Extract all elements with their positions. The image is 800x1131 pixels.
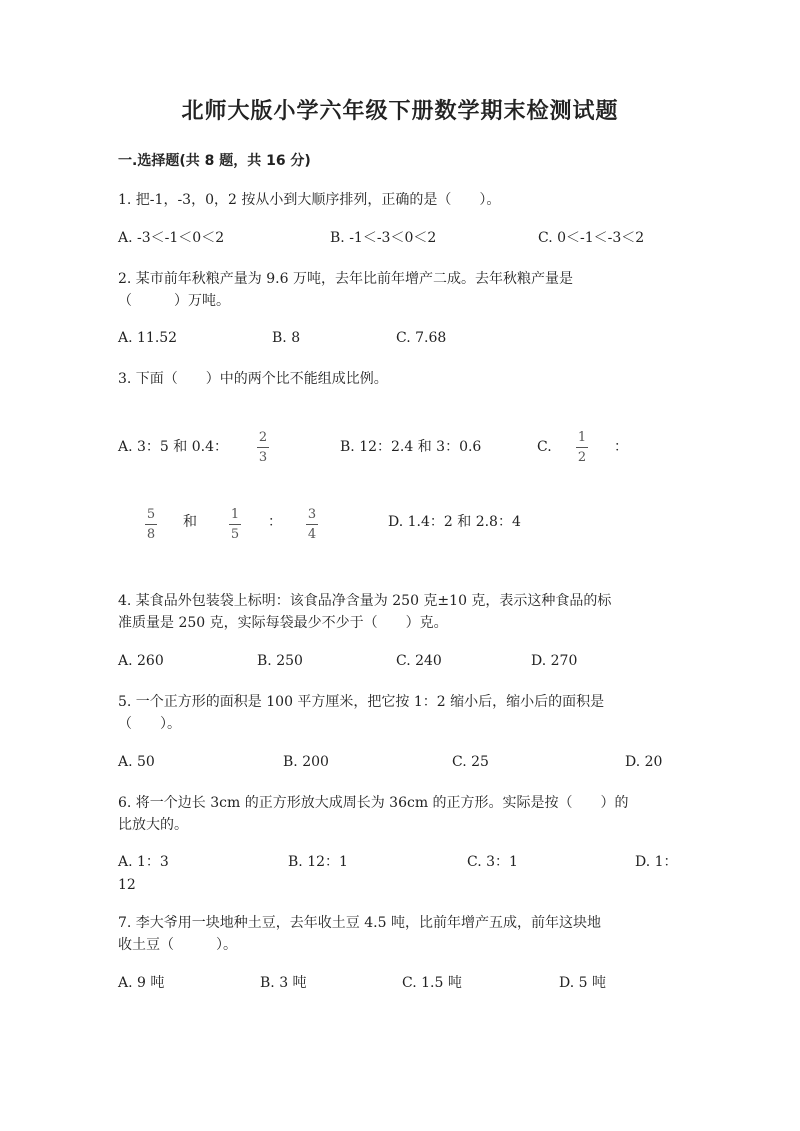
- fraction-numerator: 5: [146, 507, 156, 522]
- fraction-bar: [229, 524, 241, 525]
- fraction-3-4: [305, 507, 319, 542]
- fraction-denominator: 4: [307, 527, 317, 542]
- question-2-stem-line-2: （ ）万吨。: [118, 293, 230, 309]
- fraction-numerator: 2: [258, 430, 268, 445]
- question-1-stem: 1. 把-1，-3，0，2 按从小到大顺序排列，正确的是（ ）。: [118, 192, 501, 208]
- fraction-bar: [306, 524, 318, 525]
- question-7-option-c: C. 1.5 吨: [402, 975, 462, 991]
- question-2-option-c: C. 7.68: [396, 330, 447, 346]
- fraction-5-8: [144, 507, 158, 542]
- question-1-option-b: B. -1＜-3＜0＜2: [330, 230, 437, 246]
- question-7-option-b: B. 3 吨: [260, 975, 307, 991]
- question-4-option-b: B. 250: [257, 653, 303, 669]
- fraction-bar: [576, 447, 588, 448]
- question-7-option-d: D. 5 吨: [559, 975, 606, 991]
- question-6-option-b: B. 12：1: [288, 854, 348, 870]
- question-5-option-c: C. 25: [452, 754, 489, 770]
- question-6-option-a: A. 1：3: [118, 854, 169, 870]
- ratio-colon: ：: [614, 439, 628, 455]
- fraction-denominator: 2: [577, 450, 587, 465]
- page-title: 北师大版小学六年级下册数学期末检测试题: [181, 99, 619, 124]
- question-3-stem: 3. 下面（ ）中的两个比不能组成比例。: [118, 371, 388, 387]
- question-5-option-a: A. 50: [118, 754, 155, 770]
- question-6-option-d-continued: 12: [118, 877, 136, 893]
- question-3-option-b: B. 12：2.4 和 3：0.6: [340, 439, 482, 455]
- fraction-numerator: 1: [230, 507, 240, 522]
- fraction-denominator: 3: [258, 450, 268, 465]
- fraction-numerator: 3: [307, 507, 317, 522]
- question-6-stem-line-1: 6. 将一个边长 3cm 的正方形放大成周长为 36cm 的正方形。实际是按（ ）的: [118, 795, 629, 811]
- fraction-2-3: [256, 430, 270, 465]
- question-4-stem-line-1: 4. 某食品外包装袋上标明：该食品净含量为 250 克±10 克，表示这种食品的标: [118, 593, 612, 609]
- question-2-stem-line-1: 2. 某市前年秋粮产量为 9.6 万吨，去年比前年增产二成。去年秋粮产量是: [118, 271, 573, 287]
- fraction-denominator: 8: [146, 527, 156, 542]
- question-6-option-c: C. 3：1: [467, 854, 518, 870]
- question-4-option-a: A. 260: [118, 653, 164, 669]
- question-4-option-d: D. 270: [531, 653, 578, 669]
- question-2-option-b: B. 8: [272, 330, 301, 346]
- question-3-option-c-label: C.: [537, 439, 552, 455]
- question-7-stem-line-1: 7. 李大爷用一块地种土豆，去年收土豆 4.5 吨，比前年增产五成，前年这块地: [118, 915, 601, 931]
- question-5-stem-line-1: 5. 一个正方形的面积是 100 平方厘米，把它按 1：2 缩小后，缩小后的面积是: [118, 694, 605, 710]
- question-4-option-c: C. 240: [396, 653, 442, 669]
- question-1-option-c: C. 0＜-1＜-3＜2: [538, 230, 645, 246]
- section-heading: 一.选择题(共 8 题，共 16 分): [118, 153, 311, 169]
- question-5-option-b: B. 200: [283, 754, 329, 770]
- question-4-stem-line-2: 准质量是 250 克，实际每袋最少不少于（ ）克。: [118, 615, 448, 631]
- question-5-stem-line-2: （ ）。: [118, 716, 181, 732]
- ratio-colon: ：: [268, 514, 282, 530]
- question-1-option-a: A. -3＜-1＜0＜2: [118, 230, 225, 246]
- fraction-bar: [145, 524, 157, 525]
- question-2-option-a: A. 11.52: [118, 330, 178, 346]
- and-word: 和: [183, 514, 197, 530]
- question-7-stem-line-2: 收土豆（ ）。: [118, 937, 237, 953]
- question-7-option-a: A. 9 吨: [118, 975, 165, 991]
- question-3-option-d: D. 1.4：2 和 2.8：4: [388, 514, 521, 530]
- question-3-option-a: A. 3：5 和 0.4：: [118, 439, 228, 455]
- fraction-numerator: 1: [577, 430, 587, 445]
- fraction-denominator: 5: [230, 527, 240, 542]
- question-6-option-d: D. 1：: [635, 854, 678, 870]
- fraction-1-5: [228, 507, 242, 542]
- question-5-option-d: D. 20: [625, 754, 663, 770]
- question-6-stem-line-2: 比放大的。: [118, 817, 188, 833]
- fraction-bar: [257, 447, 269, 448]
- fraction-1-2: [575, 430, 589, 465]
